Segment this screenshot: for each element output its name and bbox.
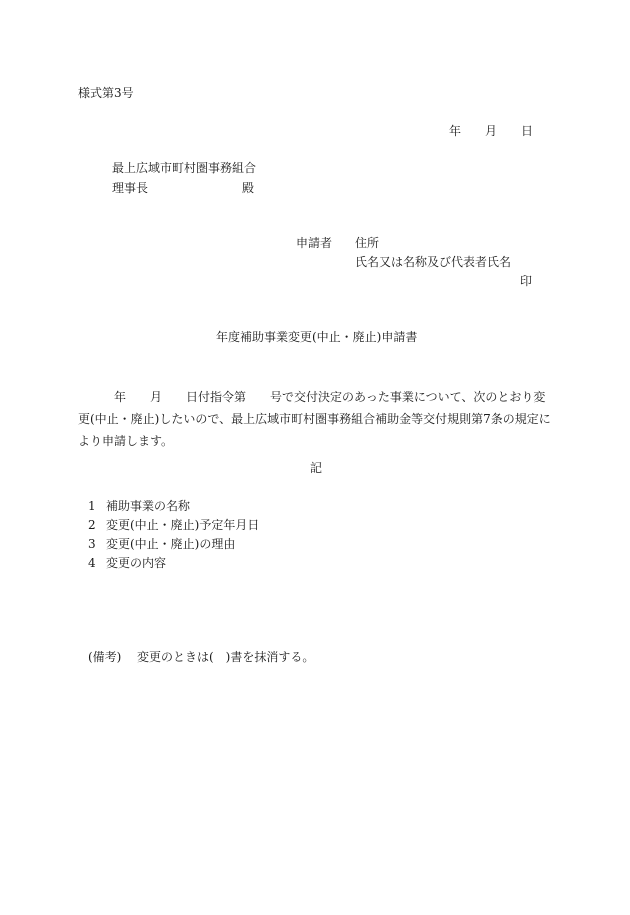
seal-mark: 印 xyxy=(520,274,533,288)
ki-heading: 記 xyxy=(310,461,323,475)
list-item xyxy=(88,556,166,571)
body-line-3: より申請します。 xyxy=(78,434,174,448)
list-item xyxy=(88,499,190,514)
item-text: 変更の内容 xyxy=(106,556,167,570)
list-item xyxy=(88,537,235,552)
item-number: 2 xyxy=(88,518,96,532)
body-line-2: 更(中止・廃止)したいので、最上広域市町村圏事務組合補助金等交付規則第7条の規定に xyxy=(78,412,551,426)
addressee-honorific: 殿 xyxy=(242,181,255,195)
item-text: 補助事業の名称 xyxy=(106,499,191,513)
remarks-text: 変更のときは( )書を抹消する。 xyxy=(137,650,315,664)
item-text: 変更(中止・廃止)の理由 xyxy=(106,537,236,551)
applicant-name-label: 氏名又は名称及び代表者氏名 xyxy=(355,255,512,269)
body-paragraph xyxy=(78,386,556,452)
item-text: 変更(中止・廃止)予定年月日 xyxy=(106,518,260,532)
date-line: 年 月 日 xyxy=(449,124,534,138)
item-number: 4 xyxy=(88,556,96,570)
applicant-label: 申請者 xyxy=(296,236,333,250)
applicant-address-label: 住所 xyxy=(355,236,380,250)
addressee-organization: 最上広域市町村圏事務組合 xyxy=(112,161,257,175)
addressee-title: 理事長 xyxy=(112,181,149,195)
list-item xyxy=(88,518,259,533)
item-number: 1 xyxy=(88,499,96,513)
form-number: 様式第3号 xyxy=(78,86,134,100)
item-number: 3 xyxy=(88,537,96,551)
document-title: 年度補助事業変更(中止・廃止)申請書 xyxy=(216,330,418,344)
body-line-1: 年 月 日付指令第 号で交付決定のあった事業について、次のとおり変 xyxy=(78,390,546,404)
remarks-label: (備考) xyxy=(88,650,122,664)
